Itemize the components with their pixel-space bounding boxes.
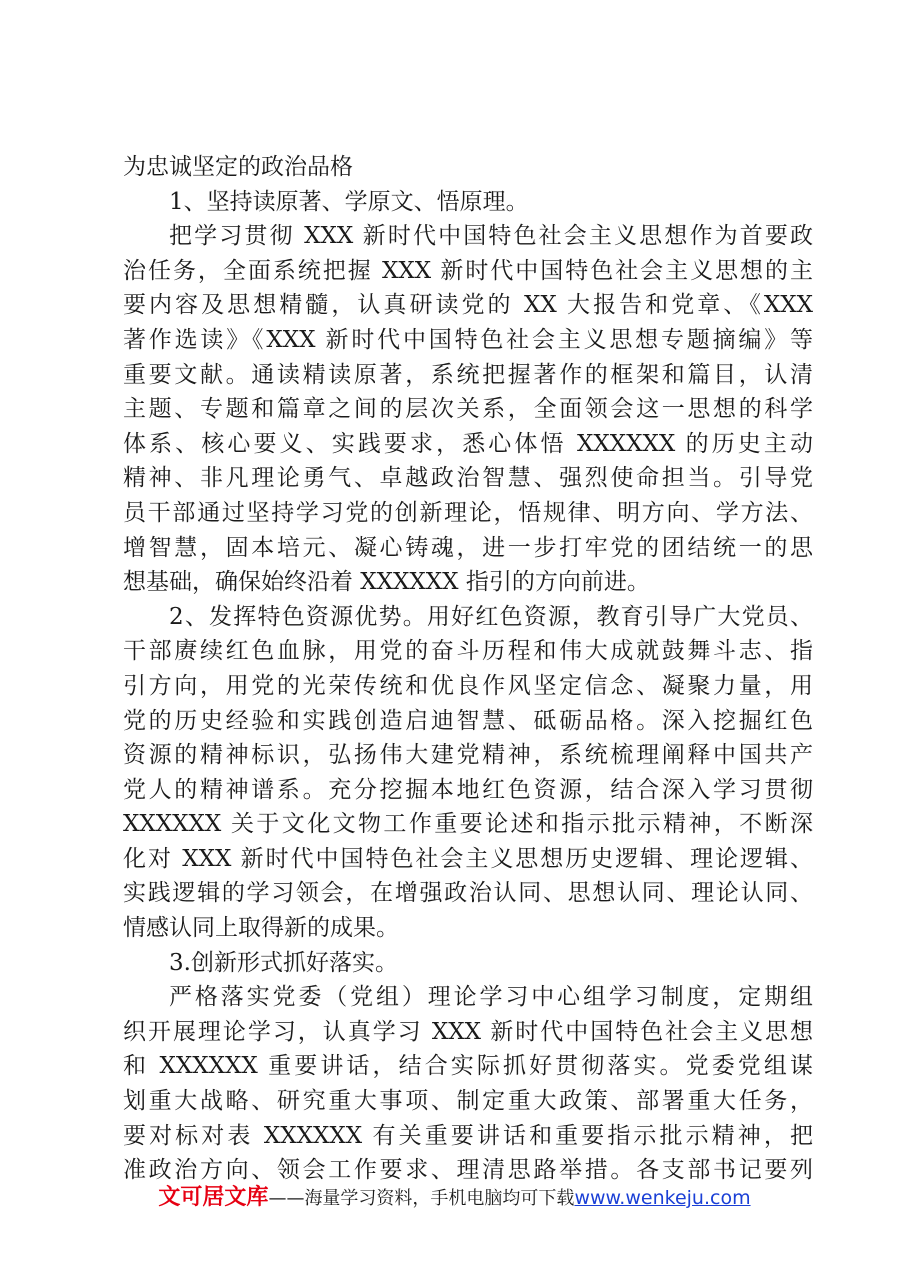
text-line: 资源的精神标识，弘扬伟大建党精神，系统梳理阐释中国共产 [123,742,813,769]
text-line: 严格落实党委（党组）理论学习中心组学习制度，定期组 [169,984,813,1011]
document-body [123,150,813,1188]
text-line: 划重大战略、研究重大事项、制定重大政策、部署重大任务， [123,1088,813,1115]
footer-banner [0,1180,909,1211]
text-line: 为忠诚坚定的政治品格 [123,154,353,180]
text-line: 2、发挥特色资源优势。用好红色资源，教育引导广大党员、 [169,603,813,630]
text-line: 党人的精神谱系。充分挖掘本地红色资源，结合深入学习贯彻 [123,776,813,803]
footer-tagline: ——海量学习资料，手机电脑均可下载 [268,1188,575,1209]
text-line: 增智慧，固本培元、凝心铸魂，进一步打牢党的团结统一的思 [123,534,813,561]
text-line: 体系、核心要义、实践要求，悉心体悟 XXXXXX 的历史主动 [123,430,813,457]
text-line: 党的历史经验和实践创造启迪智慧、砥砺品格。深入挖掘红色 [123,707,813,734]
text-line: 实践逻辑的学习领会，在增强政治认同、思想认同、理论认同、 [123,880,813,907]
text-line: 3.创新形式抓好落实。 [169,949,398,976]
text-line: 干部赓续红色血脉，用党的奋斗历程和伟大成就鼓舞斗志、指 [123,638,813,665]
text-line: 准政治方向、领会工作要求、理清思路举措。各支部书记要列 [123,1157,813,1184]
text-line: 和 XXXXXX 重要讲话，结合实际抓好贯彻落实。党委党组谋 [123,1053,813,1080]
footer-site-link[interactable]: www.wenkeju.com [574,1187,751,1209]
text-line: 要对标对表 XXXXXX 有关重要讲话和重要指示批示精神，把 [123,1122,813,1149]
text-line: XXXXXX 关于文化文物工作重要论述和指示批示精神，不断深 [123,811,813,838]
footer-brand: 文可居文库 [158,1185,269,1210]
text-line: 引方向，用党的光荣传统和优良作风坚定信念、凝聚力量，用 [123,672,813,699]
text-line: 织开展理论学习，认真学习 XXX 新时代中国特色社会主义思想 [123,1018,813,1045]
text-line: 想基础，确保始终沿着 XXXXXX 指引的方向前进。 [123,569,650,596]
text-line: 著作选读》《XXX 新时代中国特色社会主义思想专题摘编》等 [123,326,813,353]
text-line: 化对 XXX 新时代中国特色社会主义思想历史逻辑、理论逻辑、 [123,845,813,872]
text-line: 把学习贯彻 XXX 新时代中国特色社会主义思想作为首要政 [169,223,813,250]
text-line: 重要文献。通读精读原著，系统把握著作的框架和篇目，认清 [123,361,813,388]
text-line: 1、坚持读原著、学原文、悟原理。 [169,188,529,215]
text-line: 员干部通过坚持学习党的创新理论，悟规律、明方向、学方法、 [123,499,813,526]
text-line: 要内容及思想精髓，认真研读党的 XX 大报告和党章、《XXX [123,292,813,319]
text-line: 精神、非凡理论勇气、卓越政治智慧、强烈使命担当。引导党 [123,465,813,492]
text-line: 主题、专题和篇章之间的层次关系，全面领会这一思想的科学 [123,396,813,423]
text-line: 情感认同上取得新的成果。 [123,915,399,942]
text-line: 治任务，全面系统把握 XXX 新时代中国特色社会主义思想的主 [123,257,813,284]
